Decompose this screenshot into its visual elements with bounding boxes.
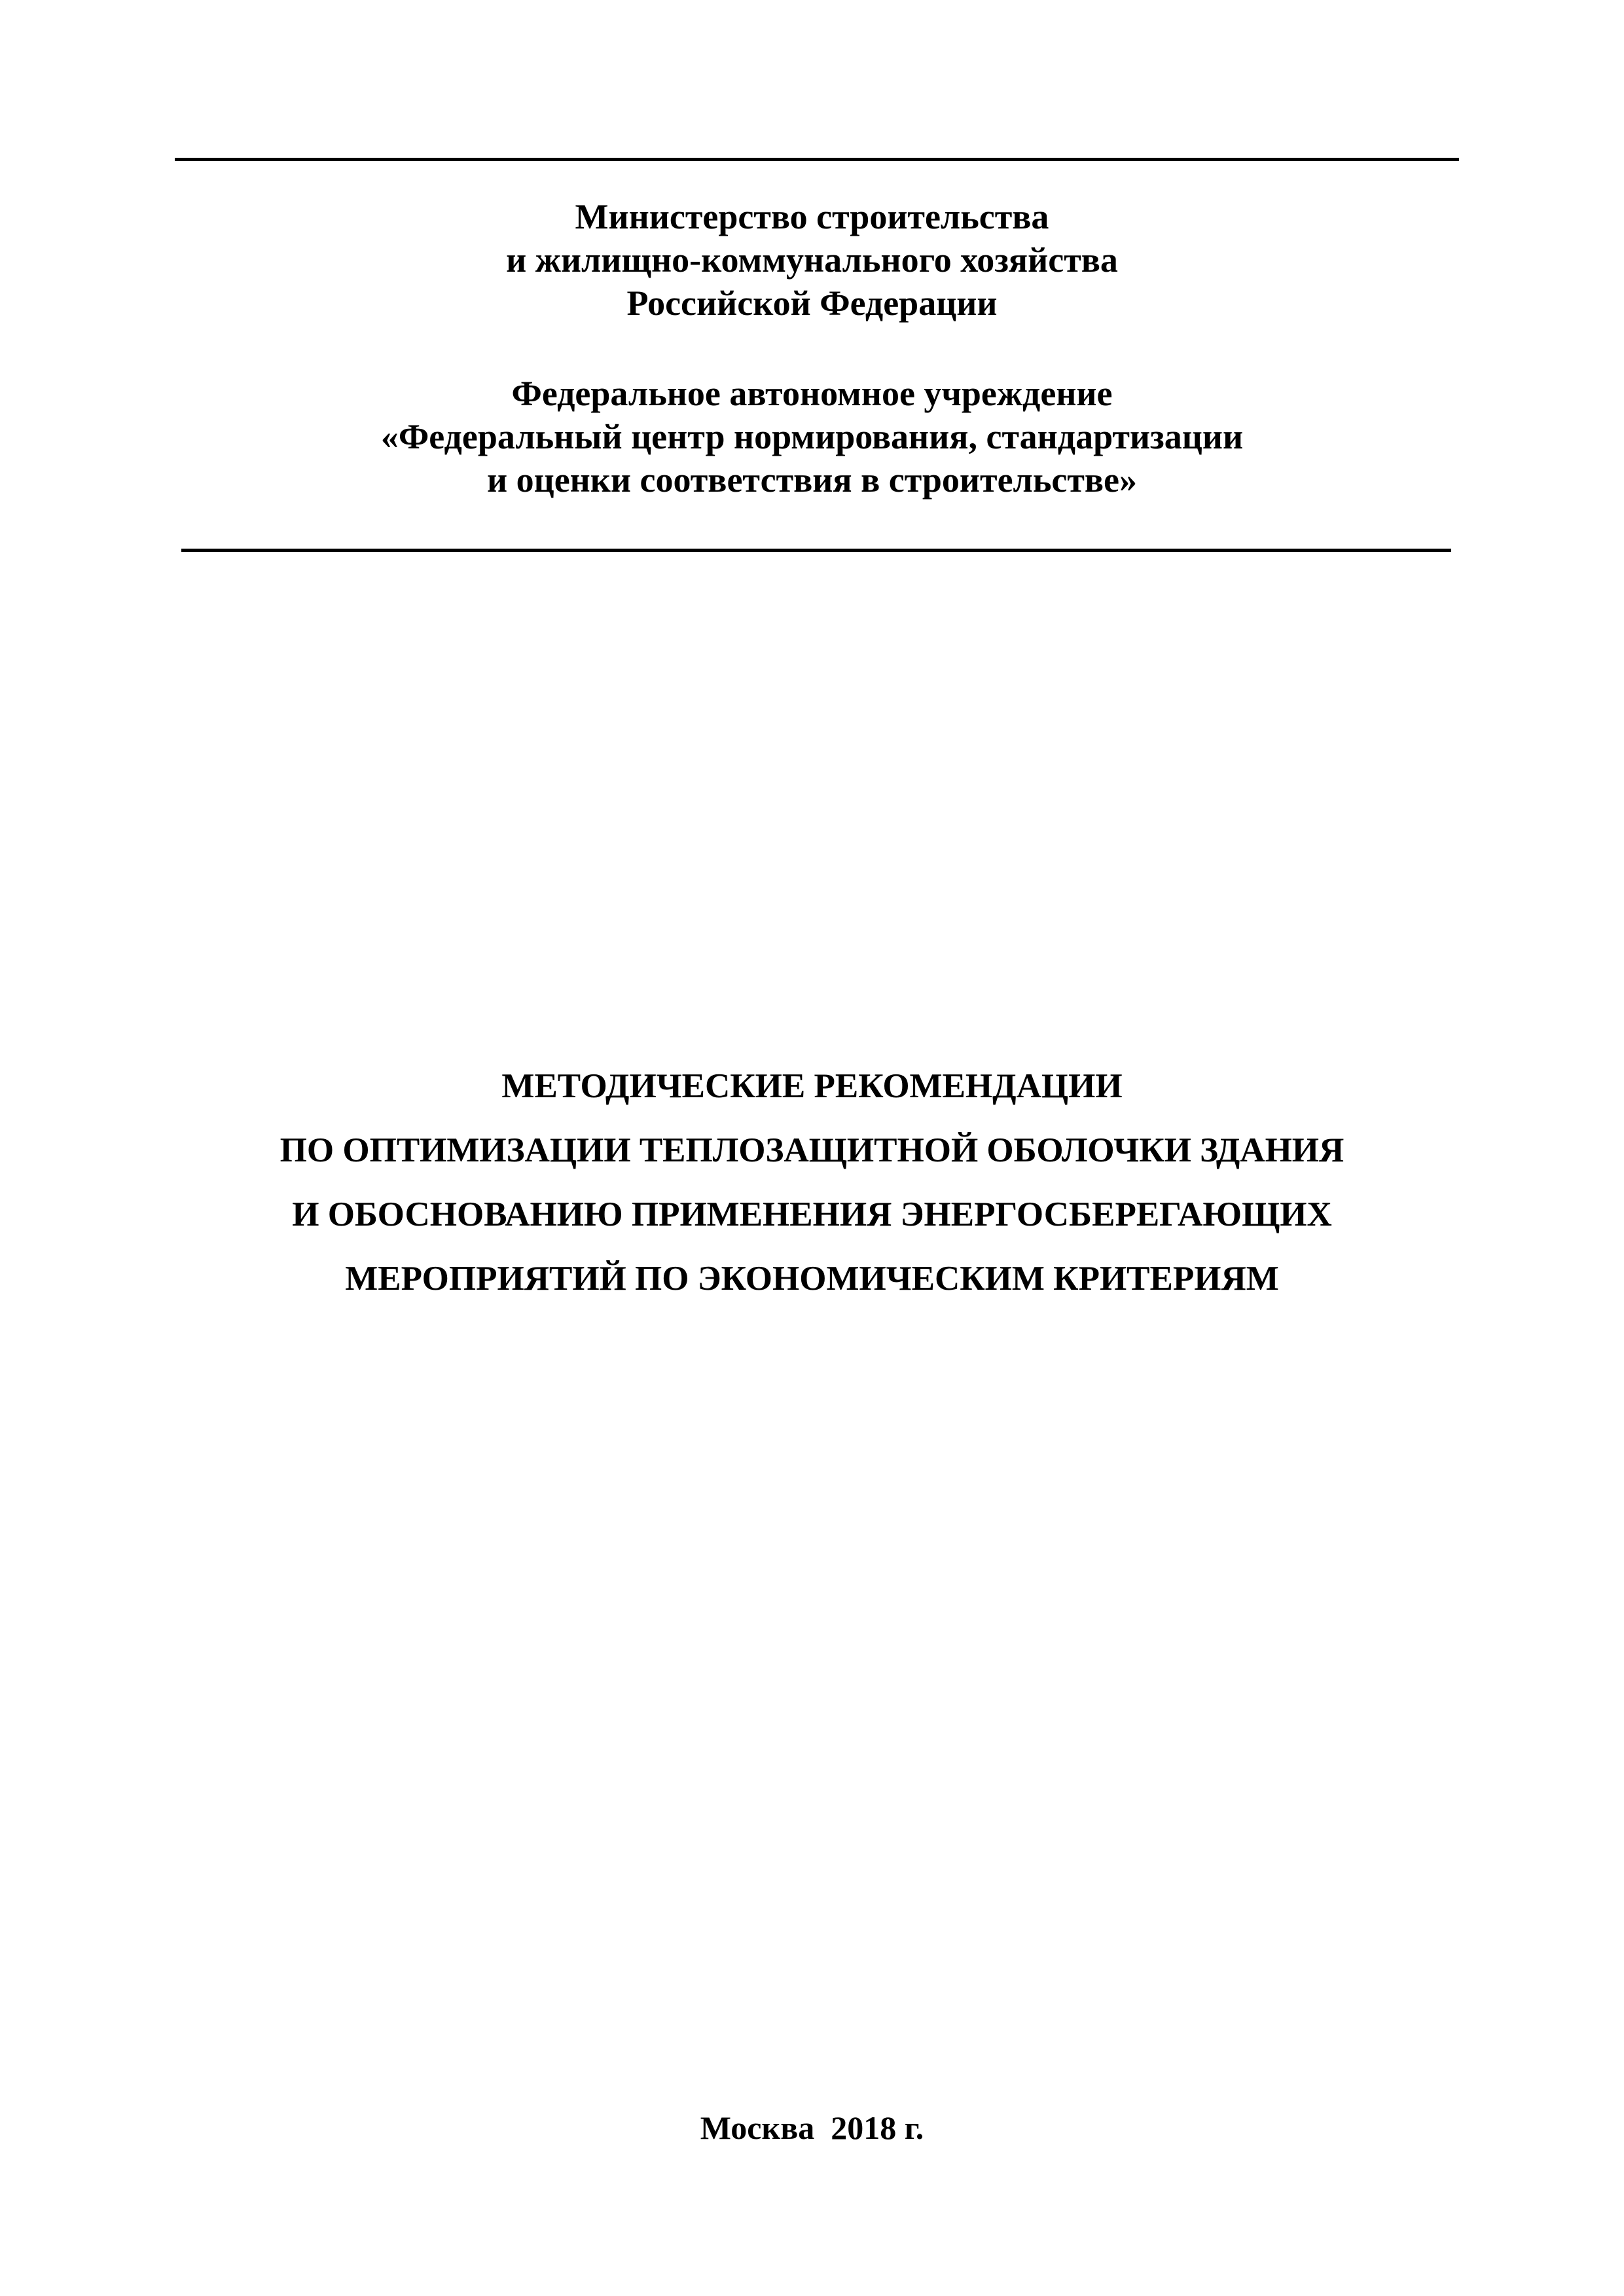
title-line: МЕТОДИЧЕСКИЕ РЕКОМЕНДАЦИИ [501, 1067, 1123, 1105]
ministry-line: Министерство строительства [575, 197, 1049, 236]
bottom-divider [181, 549, 1451, 552]
title-line: МЕРОПРИЯТИЙ ПО ЭКОНОМИЧЕСКИМ КРИТЕРИЯМ [345, 1260, 1279, 1298]
ministry-name [0, 195, 1624, 325]
institution-name [0, 372, 1624, 501]
place-and-year: Москва 2018 г. [700, 2109, 924, 2146]
institution-line: Федеральное автономное учреждение [511, 374, 1113, 413]
document-title [0, 1054, 1624, 1311]
title-line: И ОБОСНОВАНИЮ ПРИМЕНЕНИЯ ЭНЕРГОСБЕРЕГАЮЩИХ [292, 1195, 1332, 1233]
institution-line: «Федеральный центр нормирования, стандартизации [380, 417, 1244, 456]
ministry-line: и жилищно-коммунального хозяйства [506, 240, 1118, 280]
title-line: ПО ОПТИМИЗАЦИИ ТЕПЛОЗАЩИТНОЙ ОБОЛОЧКИ ЗДАНИЯ [280, 1131, 1344, 1169]
top-divider [175, 158, 1459, 161]
ministry-line: Российской Федерации [626, 283, 998, 323]
institution-line: и оценки соответствия в строительстве» [486, 460, 1138, 500]
